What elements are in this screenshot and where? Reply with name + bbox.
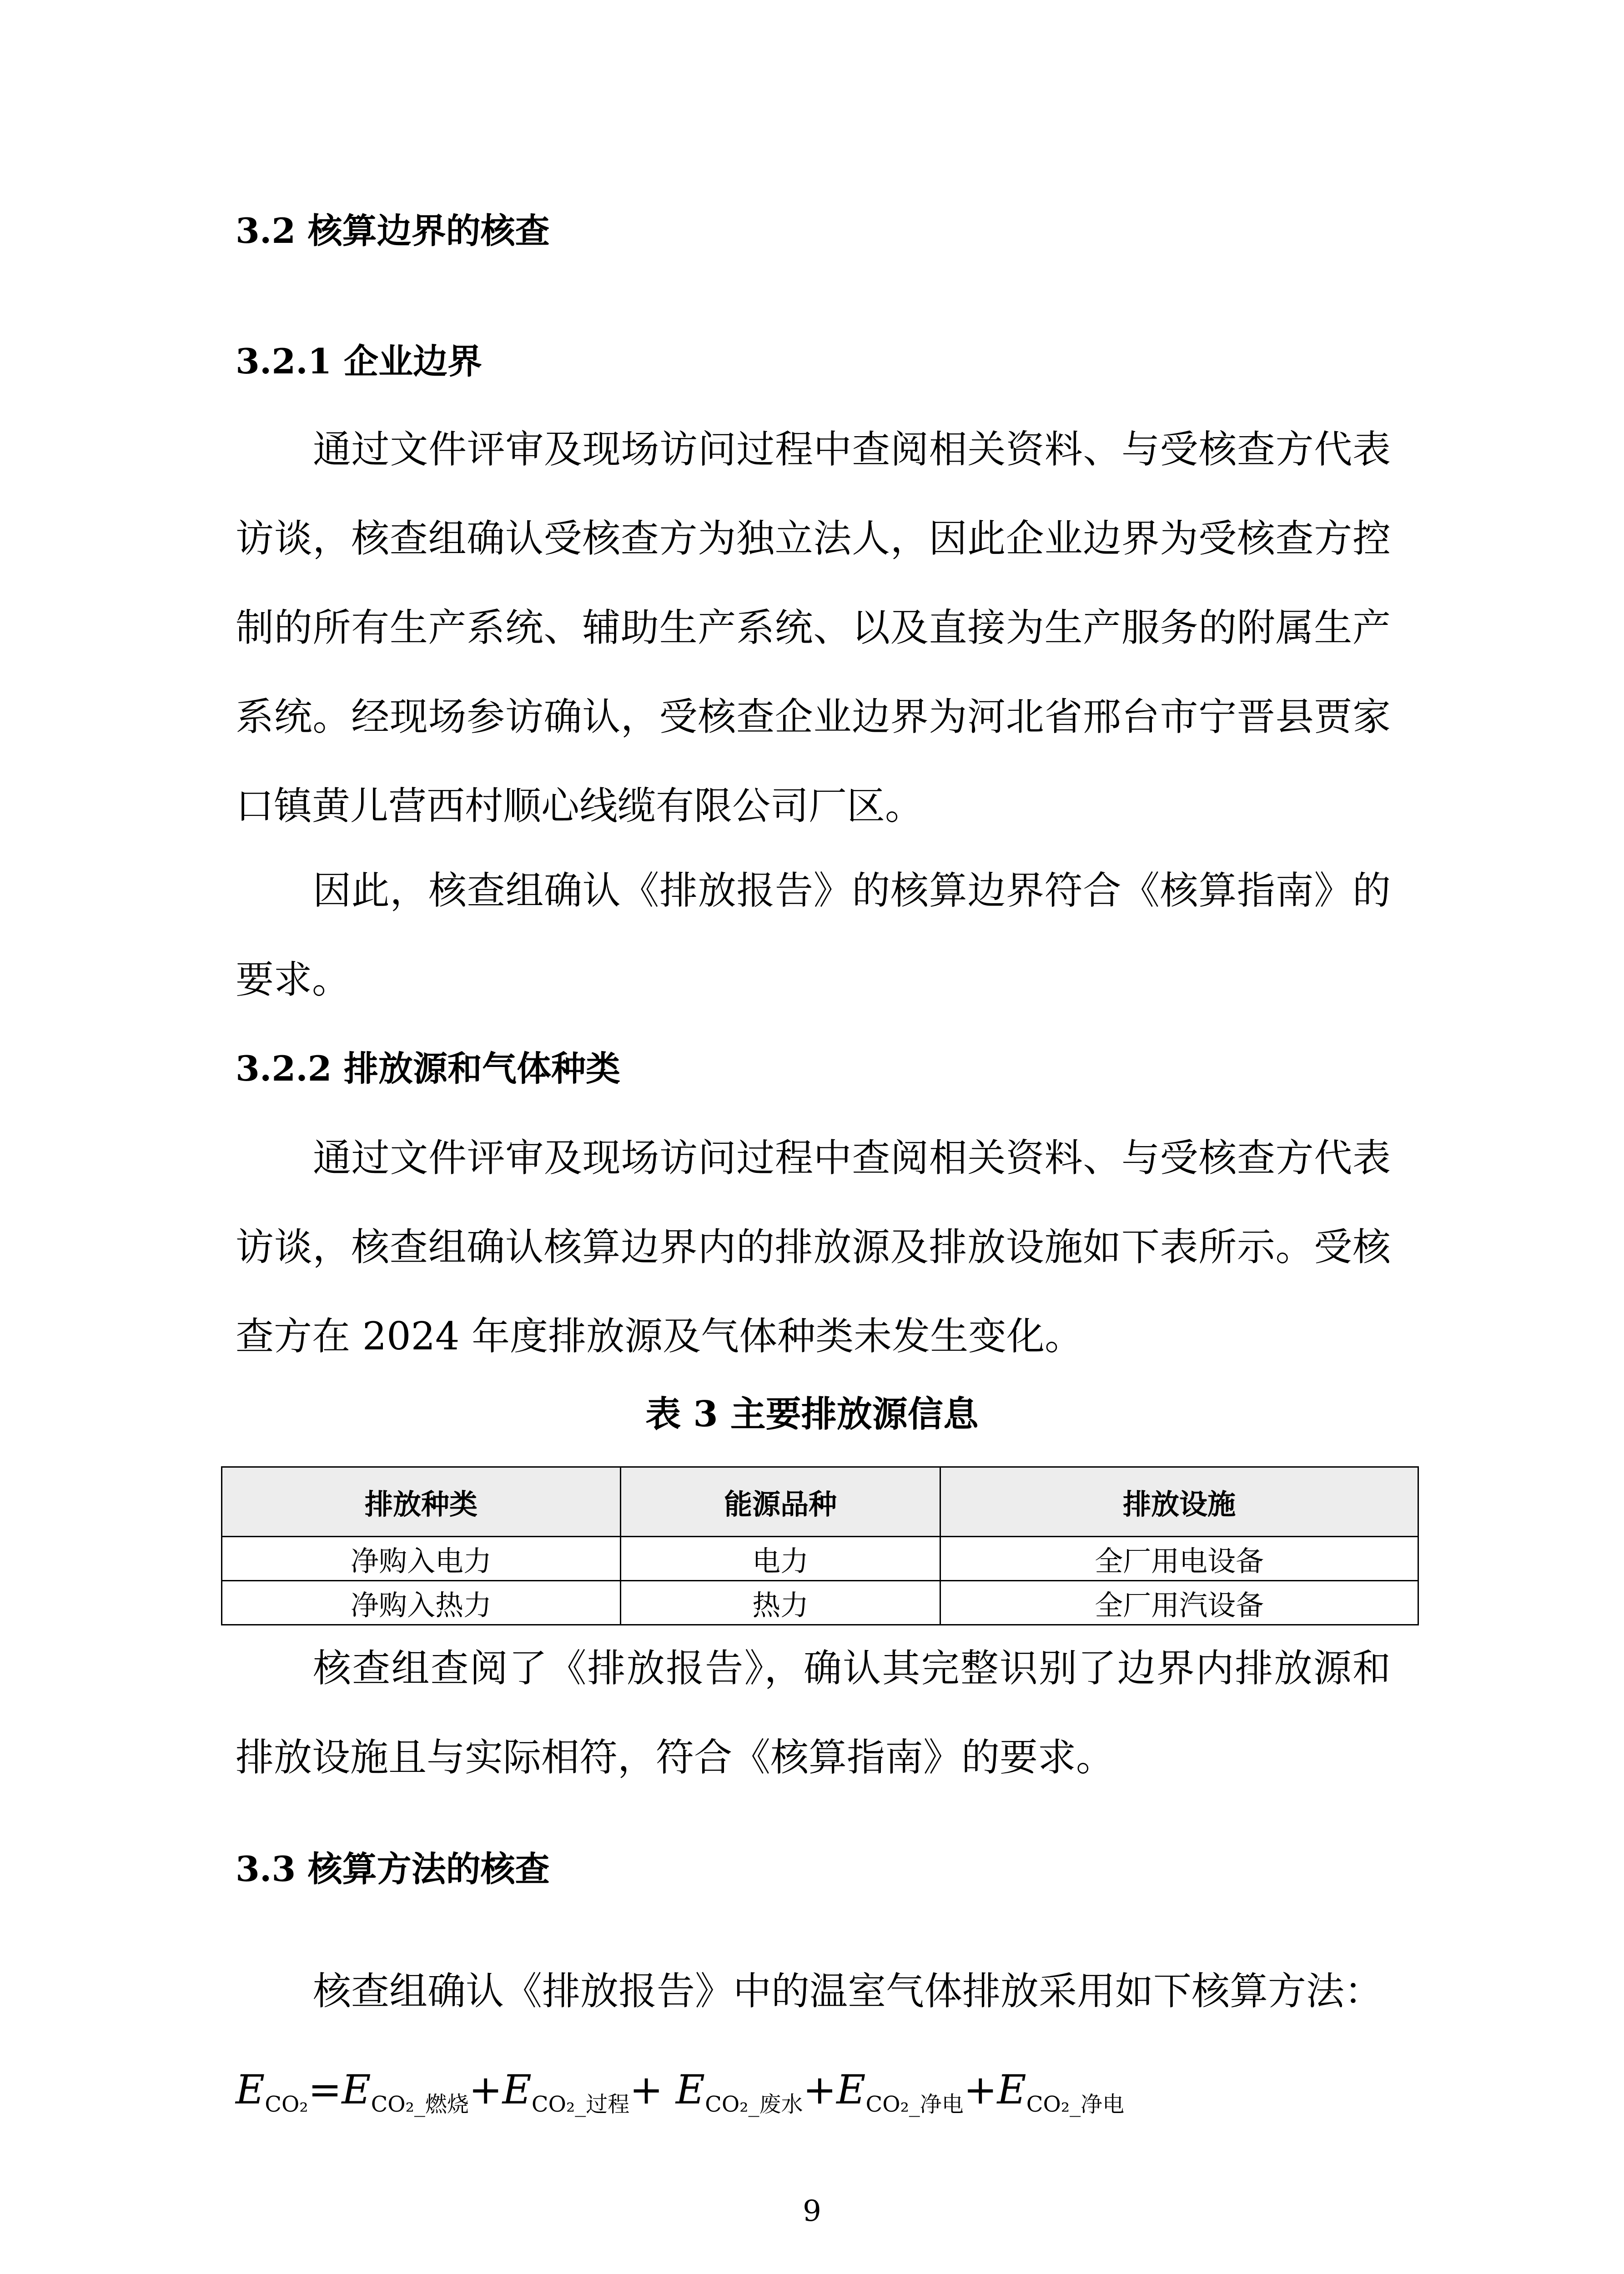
column-header-energy-type: 能源品种 (621, 1467, 940, 1537)
column-header-facility: 排放设施 (940, 1467, 1418, 1537)
formula-operator: + (629, 2066, 676, 2113)
table-cell: 净购入热力 (222, 1581, 621, 1625)
section-heading-3-3: 3.3 核算方法的核查 (236, 1849, 550, 1889)
table-cell: 净购入电力 (222, 1537, 621, 1581)
table-cell: 全厂用电设备 (940, 1537, 1418, 1581)
paragraph-calculation-method: 核查组确认《排放报告》中的温室气体排放采用如下核算方法： (313, 1969, 1383, 2013)
formula-symbol: E (836, 2066, 866, 2113)
formula-symbol: E (236, 2066, 265, 2113)
table-header-row (222, 1467, 1418, 1537)
formula-subscript: CO₂_燃烧 (371, 2092, 469, 2117)
emission-source-table (221, 1466, 1419, 1625)
emission-formula (236, 2065, 1124, 2129)
formula-subscript: CO₂ (265, 2092, 308, 2117)
formula-subscript: CO₂_过程 (531, 2092, 630, 2117)
paragraph-boundary-conclusion: 因此，核查组确认《排放报告》的核算边界符合《核算指南》的要求。 (236, 868, 1391, 1002)
formula-subscript: CO₂_净电 (1026, 2092, 1125, 2117)
formula-symbol: E (997, 2066, 1026, 2113)
paragraph-source-conclusion: 核查组查阅了《排放报告》，确认其完整识别了边界内排放源和排放设施且与实际相符，符合《核算指南》的要求。 (236, 1646, 1391, 1780)
paragraph-emission-sources: 通过文件评审及现场访问过程中查阅相关资料、与受核查方代表访谈，核查组确认核算边界内的排放源及排放设施如下表所示。受核查方在 2024 年度排放源及气体种类未发生变化。 (236, 1136, 1391, 1358)
table-cell: 全厂用汽设备 (940, 1581, 1418, 1625)
section-heading-3-2-1: 3.2.1 企业边界 (236, 341, 483, 382)
formula-operator: + (468, 2066, 503, 2113)
formula-subscript: CO₂_废水 (705, 2092, 803, 2117)
table-cell: 电力 (621, 1537, 940, 1581)
formula-symbol: E (675, 2066, 705, 2113)
formula-symbol: E (342, 2066, 371, 2113)
table-cell: 热力 (621, 1581, 940, 1625)
table-row (222, 1581, 1418, 1625)
formula-operator: + (963, 2066, 997, 2113)
formula-operator: = (308, 2066, 342, 2113)
table-row (222, 1537, 1418, 1581)
table-caption: 表 3 主要排放源信息 (645, 1394, 979, 1435)
formula-operator: + (803, 2066, 837, 2113)
column-header-emission-type: 排放种类 (222, 1467, 621, 1537)
section-heading-3-2: 3.2 核算边界的核查 (236, 211, 550, 251)
page-number: 9 (803, 2194, 821, 2228)
formula-symbol: E (502, 2066, 532, 2113)
paragraph-enterprise-boundary: 通过文件评审及现场访问过程中查阅相关资料、与受核查方代表访谈，核查组确认受核查方为独立法人，因此企业边界为受核查方控制的所有生产系统、辅助生产系统、以及直接为生产服务的附属生产系统。经现场参访确认，受核查企业边界为河北省邢台市宁晋县贾家口镇黄儿营西村顺心线缆有限公司厂区。 (236, 427, 1391, 828)
formula-subscript: CO₂_净电 (865, 2092, 964, 2117)
section-heading-3-2-2: 3.2.2 排放源和气体种类 (236, 1048, 621, 1089)
